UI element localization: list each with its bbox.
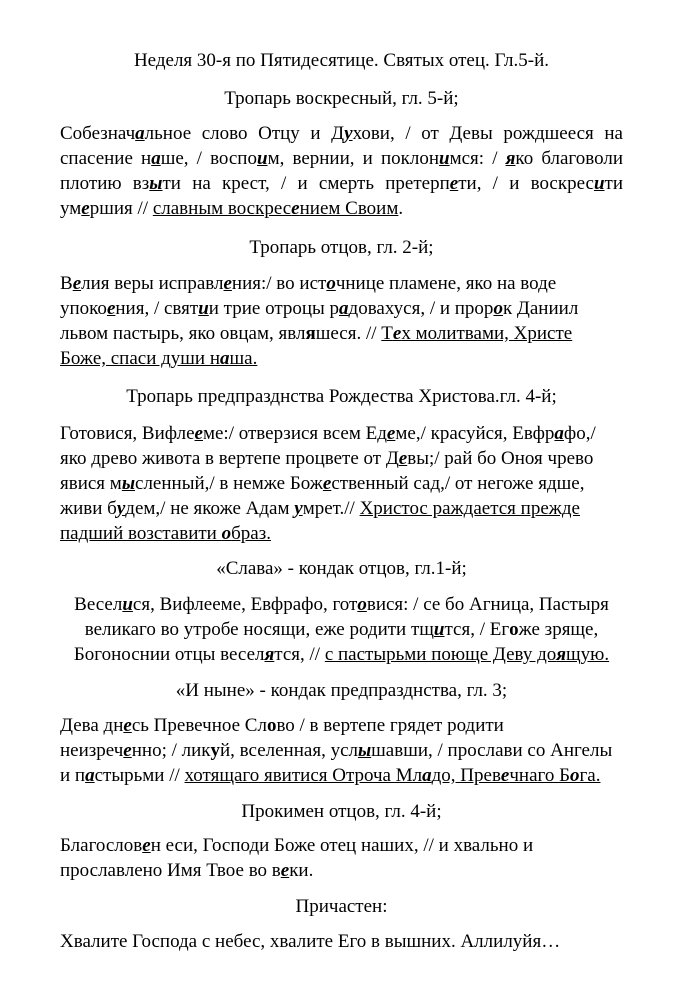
stressed-letter: и xyxy=(198,298,209,319)
text-line xyxy=(60,556,623,581)
text-run: . xyxy=(398,198,404,219)
stressed-letter: е xyxy=(449,173,459,194)
stressed-letter: и xyxy=(439,148,450,169)
text-line xyxy=(60,421,623,446)
stressed-letter: я xyxy=(264,644,275,665)
stressed-letter: о xyxy=(221,523,232,544)
stressed-letter: а xyxy=(422,765,432,786)
text-run: шеся. // xyxy=(315,323,382,344)
text-troparion-fathers xyxy=(60,271,623,371)
text-run: фо,/ xyxy=(563,423,596,444)
text-troparion-resurrection xyxy=(60,121,623,221)
stressed-letter: е xyxy=(291,198,300,219)
text-line xyxy=(60,858,623,883)
text-run: львом пастырь, яко овцам, явл xyxy=(60,323,306,344)
text-line xyxy=(60,894,623,919)
stressed-letter: е xyxy=(106,298,116,319)
underlined-text: падший возставити xyxy=(60,523,222,544)
text-run: н еси, Господи Боже отец наших, // и хвально и xyxy=(150,835,534,856)
text-line xyxy=(60,929,623,954)
bold-letter: я xyxy=(305,323,316,344)
text-line xyxy=(60,833,623,858)
text-run: живи б xyxy=(60,498,117,519)
text-run: ме,/ красуйся, Евфр xyxy=(395,423,555,444)
text-run: сь Превечное Сл xyxy=(131,715,267,736)
stressed-letter: е xyxy=(223,273,232,294)
underlined-text: хотящаго явитися Отроча Мл xyxy=(184,765,423,786)
text-run: хови, / от Девы рождшееся на xyxy=(352,123,623,144)
text-run: спасение н xyxy=(60,148,152,169)
text-run: Богоноснии отцы весел xyxy=(73,644,265,665)
text-line xyxy=(60,196,623,221)
text-prokeimenon xyxy=(60,833,623,883)
text-communion xyxy=(60,929,623,954)
stressed-letter: а xyxy=(151,148,161,169)
stressed-letter: а xyxy=(554,423,564,444)
stressed-letter: о xyxy=(357,594,367,615)
text-run: Тропарь предпразднства Рождества Христова.гл. 4-й; xyxy=(126,386,557,407)
text-run: к Даниил xyxy=(502,298,579,319)
underlined-text: щую. xyxy=(566,644,610,665)
text-run: ше, / воспо xyxy=(160,148,257,169)
underlined-text: до, Прев xyxy=(431,765,501,786)
text-line xyxy=(60,86,623,111)
stressed-letter: ы xyxy=(357,740,372,761)
stressed-letter: о xyxy=(570,765,580,786)
text-kontakion-fathers xyxy=(60,592,623,667)
text-run: ум xyxy=(60,198,82,219)
heading-communion xyxy=(60,894,623,919)
stressed-letter: и xyxy=(433,619,445,640)
stressed-letter: а xyxy=(339,298,349,319)
text-run: шавши, / прослави со Ангелы xyxy=(371,740,613,761)
stressed-letter: е xyxy=(194,423,203,444)
text-run: «Слава» - кондак отцов, гл.1-й; xyxy=(216,558,467,579)
text-run: чнице пламене, яко на воде xyxy=(335,273,557,294)
text-run: Готовися, Вифле xyxy=(60,423,195,444)
text-run: вися: / се бо Агница, Пастыря xyxy=(366,594,609,615)
text-run: ния, / свят xyxy=(115,298,199,319)
stressed-letter: и xyxy=(256,148,268,169)
underlined-text: с пастырьми поюще Деву до xyxy=(324,644,557,665)
text-run: довахуся, / и прор xyxy=(348,298,494,319)
text-run: сленный,/ в немже Бож xyxy=(135,473,323,494)
text-line xyxy=(60,521,623,546)
underlined-text: чнаго Б xyxy=(509,765,570,786)
stressed-letter: о xyxy=(326,273,336,294)
text-run: ти, / и воскрес xyxy=(458,173,594,194)
text-run: тся, / Ег xyxy=(444,619,510,640)
stressed-letter: а xyxy=(135,123,145,144)
stressed-letter: а xyxy=(220,348,230,369)
stressed-letter: у xyxy=(344,123,353,144)
text-line xyxy=(60,384,623,409)
text-line xyxy=(60,799,623,824)
text-run: неизреч xyxy=(60,740,124,761)
stressed-letter: и xyxy=(122,594,133,615)
text-run: Дева дн xyxy=(60,715,124,736)
stressed-letter: е xyxy=(392,323,402,344)
text-run: стырьми // xyxy=(94,765,185,786)
text-line xyxy=(60,271,623,296)
document-title: Неделя 30-я по Пятидесятице. Святых отец. Гл.5-й. xyxy=(133,50,550,71)
text-run: Тропарь воскресный, гл. 5-й; xyxy=(224,88,459,109)
underlined-text: Христос раждается прежде xyxy=(359,498,580,519)
text-run: вы;/ рай бо Оноя чрево xyxy=(407,448,594,469)
text-line xyxy=(60,346,623,371)
text-line xyxy=(60,713,623,738)
stressed-letter: е xyxy=(398,448,408,469)
heading-troparion-forefeast xyxy=(60,384,623,409)
heading-kontakion-forefeast xyxy=(60,678,623,703)
text-run: Благослов xyxy=(60,835,143,856)
text-run: великаго во утробе носящи, еже родити тщ xyxy=(84,619,434,640)
stressed-letter: у xyxy=(116,498,126,519)
stressed-letter: а xyxy=(85,765,95,786)
stressed-letter: и xyxy=(593,173,605,194)
stressed-letter: е xyxy=(123,740,132,761)
text-run: ме:/ отверзися всем Ед xyxy=(202,423,387,444)
text-line xyxy=(60,235,623,260)
underlined-text: Боже, спаси души н xyxy=(60,348,221,369)
text-run: Хвалите Господа с небес, хвалите Его в вышних. Аллилуйя… xyxy=(60,931,561,952)
text-line xyxy=(60,763,623,788)
text-run: Весел xyxy=(74,594,123,615)
heading-kontakion-fathers xyxy=(60,556,623,581)
stressed-letter: е xyxy=(500,765,510,786)
text-run: ки. xyxy=(289,860,314,881)
text-run: льное слово Отцу и Д xyxy=(144,123,345,144)
stressed-letter: о xyxy=(493,298,503,319)
text-run: тся, // xyxy=(274,644,325,665)
text-run: ственный сад,/ от негоже ядше, xyxy=(331,473,585,494)
text-run: В xyxy=(60,273,73,294)
text-run: ршия // xyxy=(89,198,153,219)
text-line xyxy=(60,738,623,763)
text-run: нно; / лик xyxy=(131,740,211,761)
text-line xyxy=(60,146,623,171)
text-line xyxy=(60,471,623,496)
text-troparion-forefeast xyxy=(60,421,623,546)
text-run: Собезнач xyxy=(60,123,136,144)
underlined-text: славным воскрес xyxy=(152,198,292,219)
text-run: же зряще, xyxy=(518,619,599,640)
document-title-block xyxy=(60,48,623,73)
text-run: во / в вертепе грядет родити xyxy=(276,715,504,736)
stressed-letter: е xyxy=(322,473,332,494)
text-line xyxy=(60,642,623,667)
text-line xyxy=(60,321,623,346)
text-line xyxy=(60,171,623,196)
stressed-letter: у xyxy=(294,498,303,519)
heading-troparion-resurrection xyxy=(60,86,623,111)
text-run: «И ныне» - кондак предпразднства, гл. 3; xyxy=(175,680,508,701)
underlined-text: Т xyxy=(381,323,393,344)
text-line xyxy=(60,617,623,642)
text-run: мся: / xyxy=(449,148,506,169)
text-run: упоко xyxy=(60,298,107,319)
underlined-text: ша. xyxy=(229,348,258,369)
text-run: ко благоволи xyxy=(515,148,623,169)
text-line xyxy=(60,592,623,617)
stressed-letter: е xyxy=(81,198,90,219)
text-run: ти xyxy=(604,173,623,194)
text-run: ния:/ во ист xyxy=(231,273,327,294)
bold-letter: о xyxy=(266,715,277,736)
bold-letter: у xyxy=(210,740,221,761)
text-run: мрет.// xyxy=(302,498,360,519)
text-run: яко древо живота в вертепе процвете от Д xyxy=(60,448,399,469)
text-run: Прокимен отцов, гл. 4-й; xyxy=(241,801,442,822)
text-run: й, вселенная, усл xyxy=(220,740,358,761)
stressed-letter: ы xyxy=(149,173,163,194)
text-run: прославлено Имя Твое во в xyxy=(60,860,281,881)
text-kontakion-forefeast xyxy=(60,713,623,788)
text-run: лия веры исправл xyxy=(81,273,224,294)
text-line xyxy=(60,121,623,146)
text-run: Тропарь отцов, гл. 2-й; xyxy=(249,237,434,258)
text-run: м, вернии, и поклон xyxy=(267,148,440,169)
text-run: и трие отроцы р xyxy=(208,298,340,319)
text-line xyxy=(60,496,623,521)
heading-troparion-fathers xyxy=(60,235,623,260)
stressed-letter: я xyxy=(505,148,516,169)
text-run: ся, Вифлееме, Евфрафо, гот xyxy=(132,594,358,615)
bold-letter: о xyxy=(509,619,519,640)
underlined-text: га. xyxy=(579,765,601,786)
stressed-letter: е xyxy=(123,715,132,736)
underlined-text: нием Своим xyxy=(299,198,399,219)
text-run: Причастен: xyxy=(295,896,388,917)
text-line xyxy=(60,296,623,321)
stressed-letter: е xyxy=(386,423,396,444)
text-line xyxy=(60,678,623,703)
stressed-letter: е xyxy=(280,860,290,881)
text-run: дем,/ не якоже Адам xyxy=(125,498,295,519)
stressed-letter: я xyxy=(556,644,567,665)
underlined-text: х молитвами, Христе xyxy=(401,323,573,344)
stressed-letter: е xyxy=(72,273,82,294)
text-run: ти на крест, / и смерть претерп xyxy=(162,173,450,194)
stressed-letter: е xyxy=(142,835,151,856)
text-run: и п xyxy=(60,765,86,786)
underlined-text: браз. xyxy=(231,523,271,544)
heading-prokeimenon xyxy=(60,799,623,824)
text-line xyxy=(60,446,623,471)
text-run: явися м xyxy=(60,473,122,494)
text-run: плотию вз xyxy=(60,173,150,194)
stressed-letter: ы xyxy=(121,473,136,494)
